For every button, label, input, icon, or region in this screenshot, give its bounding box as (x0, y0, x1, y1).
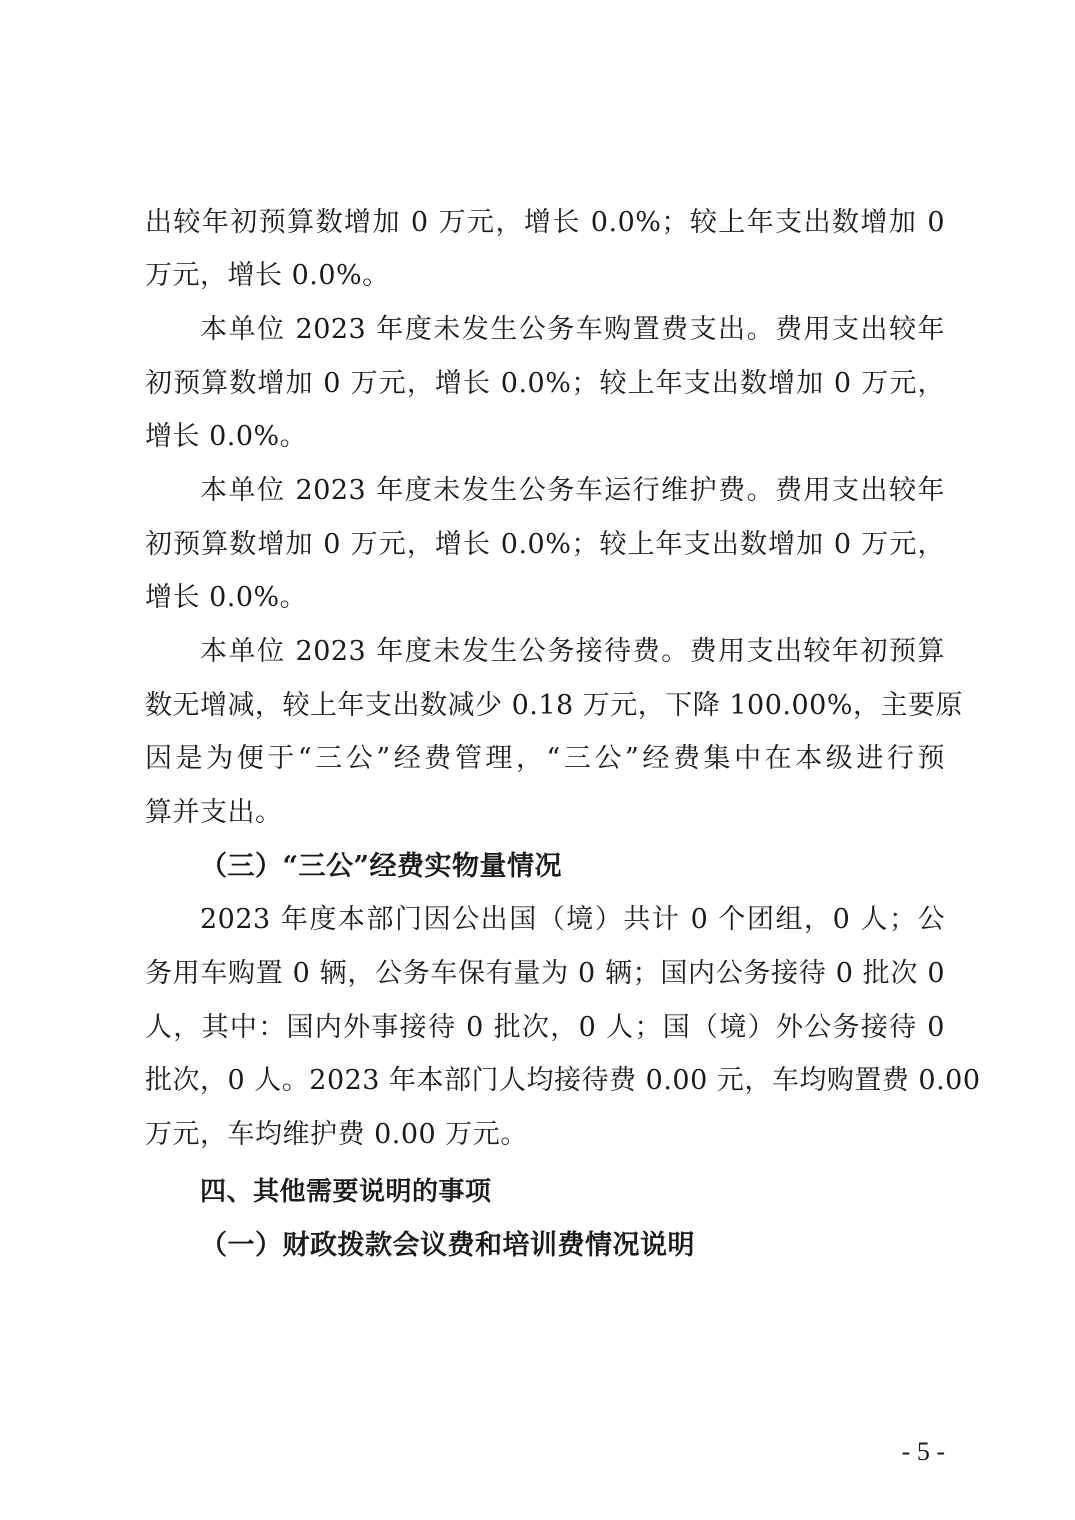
paragraph-line: 数无增减，较上年支出数减少 0.18 万元，下降 100.00%，主要原 (145, 690, 963, 721)
paragraph-line: 本单位 2023 年度未发生公务车购置费支出。费用支出较年 (200, 314, 945, 345)
paragraph-line: 万元，增长 0.0%。 (145, 260, 390, 291)
subsection-heading: （一）财政拨款会议费和培训费情况说明 (200, 1230, 695, 1261)
paragraph-line: 算并支出。 (145, 797, 283, 828)
paragraph-line: 因是为便于“三公”经费管理，“三公”经费集中在本级进行预 (145, 743, 945, 774)
paragraph-line: 增长 0.0%。 (145, 582, 308, 613)
subsection-heading: （三）“三公”经费实物量情况 (200, 851, 563, 882)
paragraph-line: 本单位 2023 年度未发生公务接待费。费用支出较年初预算 (200, 636, 945, 667)
paragraph-line: 批次，0 人。2023 年本部门人均接待费 0.00 元，车均购置费 0.00 (145, 1065, 981, 1096)
paragraph-line: 务用车购置 0 辆，公务车保有量为 0 辆；国内公务接待 0 批次 0 (145, 958, 945, 989)
paragraph-line: 万元，车均维护费 0.00 万元。 (145, 1119, 528, 1150)
paragraph-line: 初预算数增加 0 万元，增长 0.0%；较上年支出数增加 0 万元， (145, 529, 945, 560)
paragraph-line: 2023 年度本部门因公出国（境）共计 0 个团组，0 人；公 (200, 904, 945, 935)
paragraph-line: 增长 0.0%。 (145, 421, 308, 452)
page-number: - 5 - (901, 1437, 945, 1466)
paragraph-line: 本单位 2023 年度未发生公务车运行维护费。费用支出较年 (200, 475, 945, 506)
paragraph-line: 出较年初预算数增加 0 万元，增长 0.0%；较上年支出数增加 0 (145, 207, 945, 238)
section-heading: 四、其他需要说明的事项 (200, 1177, 492, 1207)
paragraph-line: 人，其中：国内外事接待 0 批次，0 人；国（境）外公务接待 0 (145, 1012, 945, 1043)
paragraph-line: 初预算数增加 0 万元，增长 0.0%；较上年支出数增加 0 万元， (145, 368, 945, 399)
